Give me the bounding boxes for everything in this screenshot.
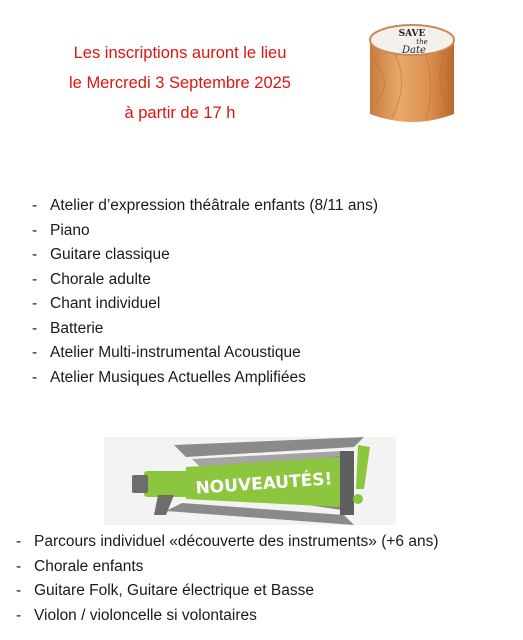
badge-save-text: SAVE	[398, 29, 426, 39]
header-line-2: le Mercredi 3 Septembre 2025	[69, 74, 291, 92]
list-item	[32, 317, 378, 342]
nouveautes-banner	[104, 437, 396, 525]
list-item	[32, 243, 378, 268]
header-line-1: Les inscriptions auront le lieu	[73, 44, 287, 62]
list-item-label: Atelier Multi-instrumental Acoustique	[50, 344, 301, 361]
list-item-label: Piano	[50, 221, 90, 239]
list-item	[32, 194, 378, 219]
list-item	[32, 292, 378, 317]
list-item-label: Violon / violoncelle si volontaires	[34, 606, 257, 624]
badge-date-text: Date	[402, 45, 426, 56]
list-item	[32, 366, 378, 391]
badge-the-text: the	[416, 38, 428, 46]
bullet-dash: -	[32, 319, 38, 337]
list-item	[16, 555, 439, 580]
bullet-dash: -	[32, 368, 38, 386]
list-item	[32, 219, 378, 244]
list-item-label: Batterie	[50, 319, 104, 337]
bullet-dash: -	[32, 221, 38, 239]
bullet-dash: -	[32, 344, 38, 361]
list-item	[16, 604, 439, 629]
list-item-label: Atelier d’expression théâtrale enfants (8/11 ans)	[50, 197, 378, 214]
list-item-label: Guitare classique	[50, 246, 170, 263]
header	[0, 38, 360, 128]
list-item-label: Chorale adulte	[50, 270, 151, 288]
bullet-dash: -	[16, 533, 22, 550]
activities-list	[32, 194, 378, 390]
bullet-dash: -	[16, 582, 22, 599]
list-item-label: Parcours individuel «découverte des instruments» (+6 ans)	[34, 533, 439, 550]
bullet-dash: -	[16, 557, 22, 575]
save-the-date-badge	[364, 22, 460, 130]
list-item-label: Chant individuel	[50, 295, 161, 312]
bullet-dash: -	[32, 295, 38, 312]
header-line-3: à partir de 17 h	[124, 104, 236, 122]
list-item	[16, 530, 439, 555]
list-item	[32, 341, 378, 366]
list-item	[16, 579, 439, 604]
new-activities-list	[16, 530, 439, 628]
list-item-label: Chorale enfants	[34, 557, 144, 575]
list-item	[32, 268, 378, 293]
banner-text: NOUVEAUTÉS!	[194, 469, 333, 499]
list-item-label: Guitare Folk, Guitare électrique et Basse	[34, 582, 314, 599]
bullet-dash: -	[32, 270, 38, 288]
bullet-dash: -	[32, 197, 38, 214]
list-item-label: Atelier Musiques Actuelles Amplifiées	[50, 368, 306, 386]
bullet-dash: -	[16, 606, 22, 624]
bullet-dash: -	[32, 246, 38, 263]
